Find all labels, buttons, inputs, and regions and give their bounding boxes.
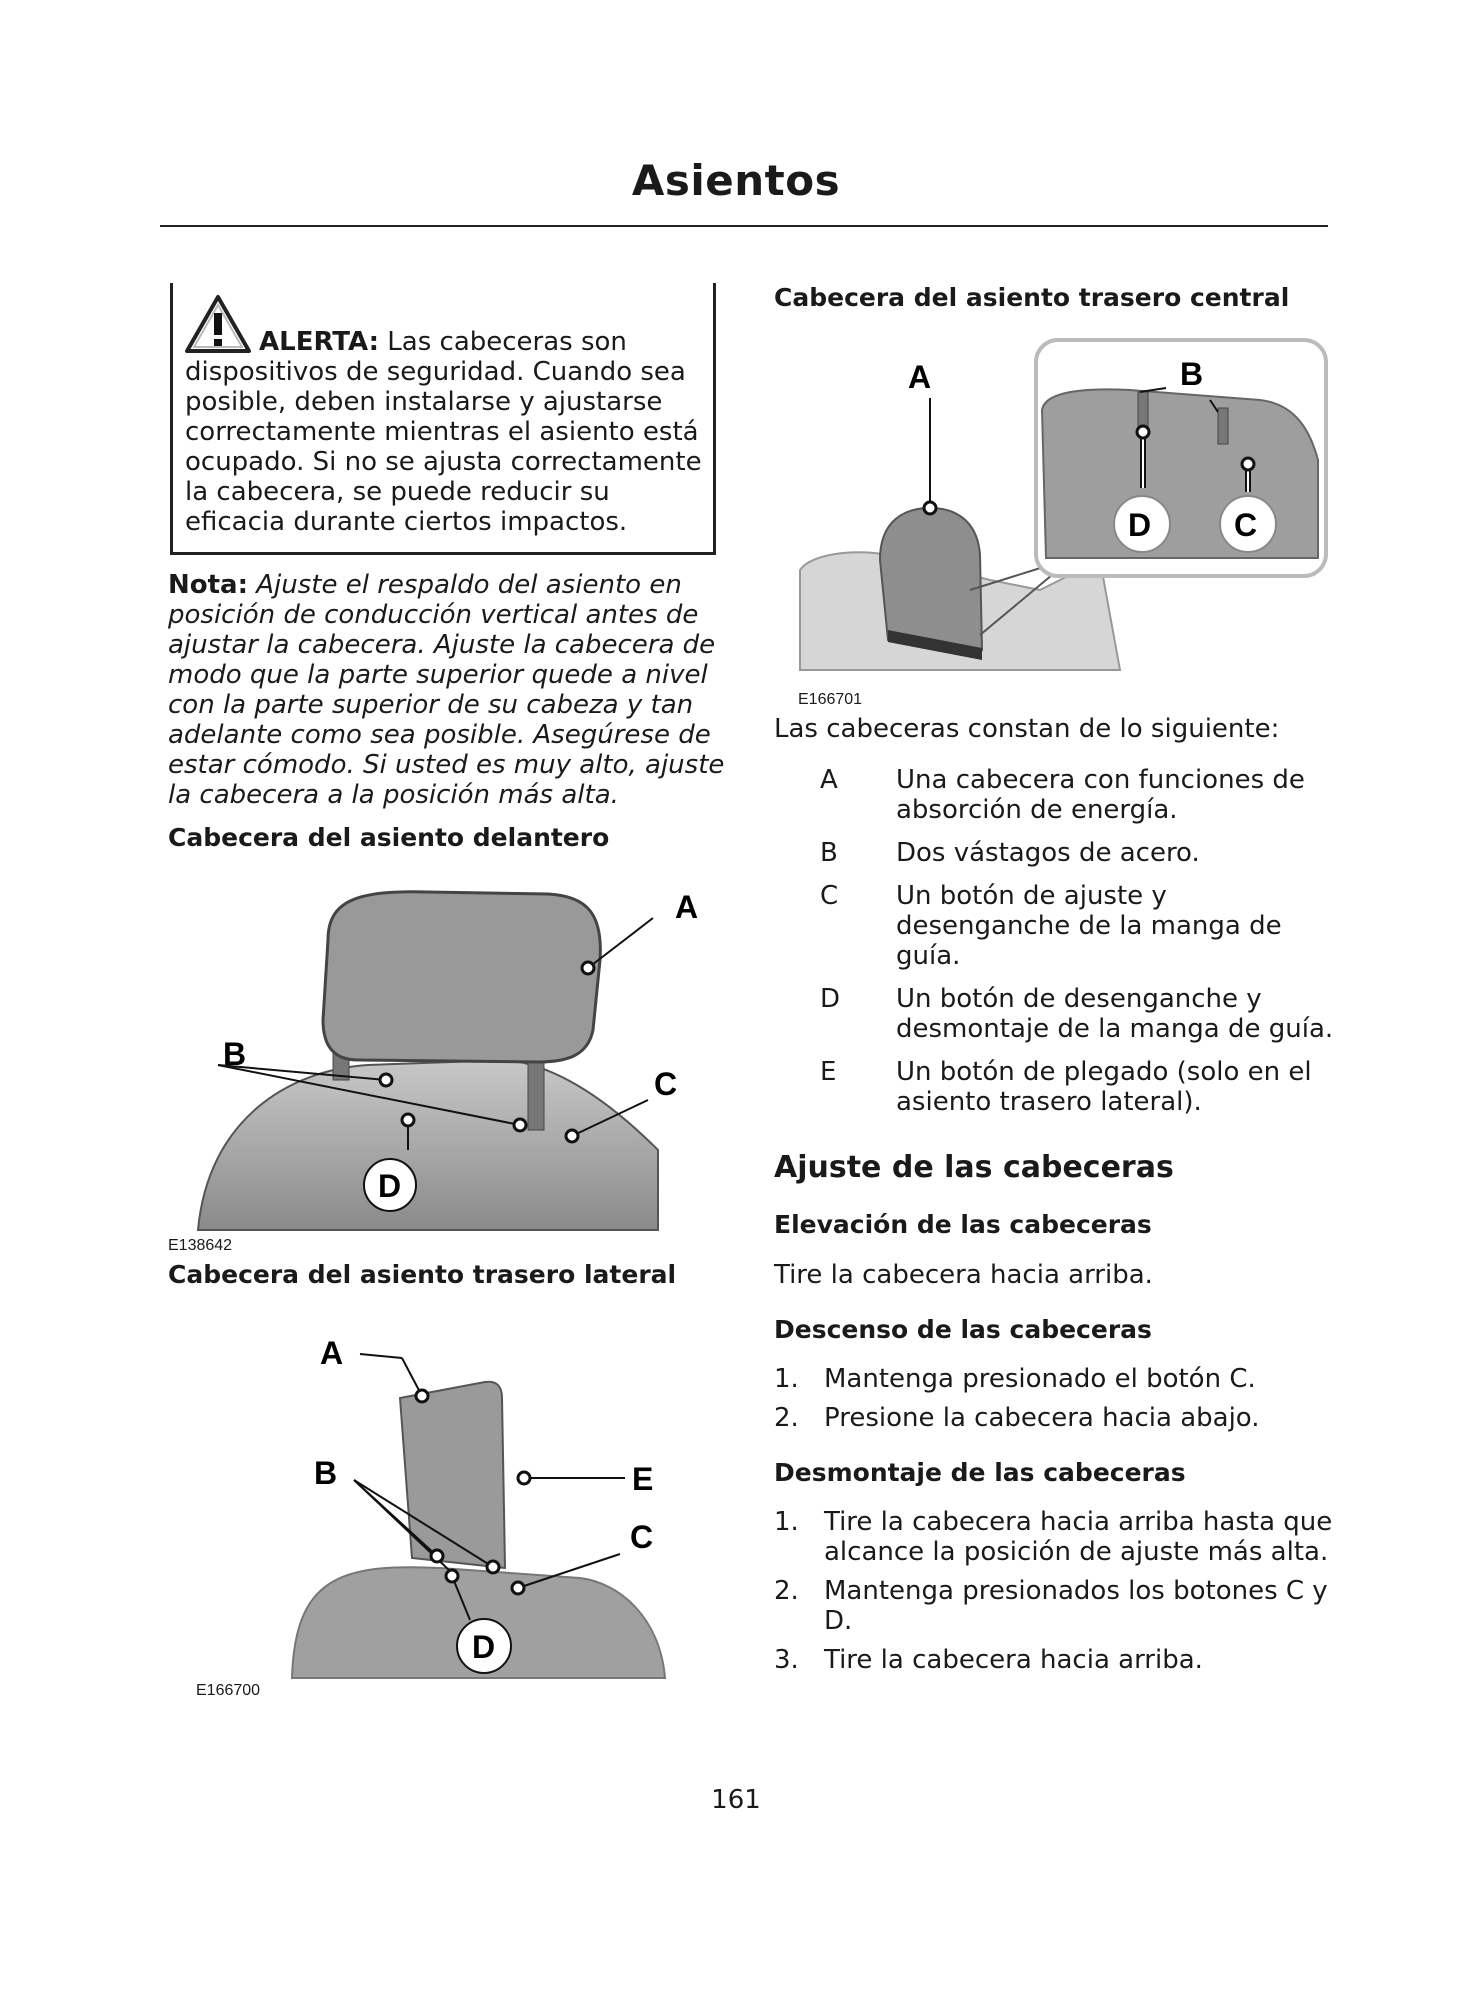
rear-center-headrest-heading: Cabecera del asiento trasero central	[774, 283, 1290, 312]
step-number: 1.	[774, 1364, 799, 1394]
rear-center-headrest-figure	[790, 330, 1350, 680]
legend-key: A	[820, 765, 838, 795]
rear-side-label-a: A	[320, 1335, 344, 1371]
legend-text: Un botón de plegado (solo en el asiento trasero lateral).	[896, 1057, 1312, 1117]
lower-title: Descenso de las cabeceras	[774, 1315, 1152, 1344]
alert-label: ALERTA:	[259, 327, 380, 357]
front-figure-code: E138642	[168, 1237, 233, 1254]
rear-center-label-c: C	[1234, 507, 1258, 543]
step-number: 3.	[774, 1645, 799, 1675]
legend-key: D	[820, 984, 841, 1014]
step-text: Mantenga presionados los botones C y D.	[824, 1576, 1328, 1636]
rear-side-headrest-figure	[280, 1318, 680, 1690]
rear-side-label-b: B	[314, 1455, 338, 1491]
legend-text: Un botón de desenganche y desmontaje de la manga de guía.	[896, 984, 1334, 1044]
legend-text: Dos vástagos de acero.	[896, 838, 1200, 868]
front-headrest-heading: Cabecera del asiento delantero	[168, 823, 610, 852]
raise-text: Tire la cabecera hacia arriba.	[774, 1260, 1153, 1290]
adjust-title: Ajuste de las cabeceras	[774, 1150, 1174, 1185]
rear-side-headrest-heading: Cabecera del asiento trasero lateral	[168, 1260, 677, 1289]
page-number: 161	[711, 1785, 761, 1815]
front-label-a: A	[675, 889, 699, 925]
step-text: Tire la cabecera hacia arriba hasta que alcance la posición de ajuste más alta.	[824, 1507, 1333, 1567]
rear-center-figure-code: E166701	[798, 691, 863, 708]
remove-title: Desmontaje de las cabeceras	[774, 1458, 1186, 1487]
rear-side-figure-code: E166700	[196, 1682, 261, 1699]
legend-key: B	[820, 838, 838, 868]
legend-key: E	[820, 1057, 837, 1087]
rear-center-label-b: B	[1180, 356, 1204, 392]
note-body: Ajuste el respaldo del asiento en posición de conducción vertical antes de ajustar la cabecera. Ajuste la cabecera de modo que la parte superior quede a nivel con la parte superior de su cabeza y tan adelante como sea posible. Asegúrese de estar cómodo. Si usted es muy alto, ajuste la cabecera a la posición más alta.	[168, 570, 725, 810]
front-label-d: D	[378, 1168, 402, 1204]
rear-side-label-e: E	[632, 1461, 654, 1497]
page-title: Asientos	[631, 156, 841, 205]
rear-side-label-c: C	[630, 1519, 654, 1555]
rear-center-label-a: A	[908, 359, 932, 395]
title-divider	[160, 225, 1328, 227]
step-text: Tire la cabecera hacia arriba.	[824, 1645, 1203, 1675]
raise-title: Elevación de las cabeceras	[774, 1210, 1152, 1239]
step-number: 2.	[774, 1576, 799, 1606]
legend-text: Una cabecera con funciones de absorción de energía.	[896, 765, 1305, 825]
legend-text: Un botón de ajuste y desenganche de la manga de guía.	[896, 881, 1282, 971]
step-number: 2.	[774, 1403, 799, 1433]
rear-side-label-d: D	[472, 1629, 496, 1665]
alert-box	[170, 283, 716, 555]
alert-body: Las cabeceras son dispositivos de seguridad. Cuando sea posible, deben instalarse y ajustarse correctamente mientras el asiento está ocupado. Si no se ajusta correctamente la cabecera, se puede reducir su eficacia durante ciertos impactos.	[185, 327, 702, 537]
legend-key: C	[820, 881, 839, 911]
note-paragraph	[168, 570, 728, 810]
step-text: Mantenga presionado el botón C.	[824, 1364, 1256, 1394]
front-headrest-figure	[168, 870, 728, 1240]
note-label: Nota:	[168, 570, 248, 600]
front-label-b: B	[223, 1036, 247, 1072]
components-intro: Las cabeceras constan de lo siguiente:	[774, 714, 1280, 744]
step-text: Presione la cabecera hacia abajo.	[824, 1403, 1260, 1433]
front-label-c: C	[654, 1066, 678, 1102]
rear-center-label-d: D	[1128, 507, 1152, 543]
step-number: 1.	[774, 1507, 799, 1537]
alert-text	[185, 327, 710, 537]
